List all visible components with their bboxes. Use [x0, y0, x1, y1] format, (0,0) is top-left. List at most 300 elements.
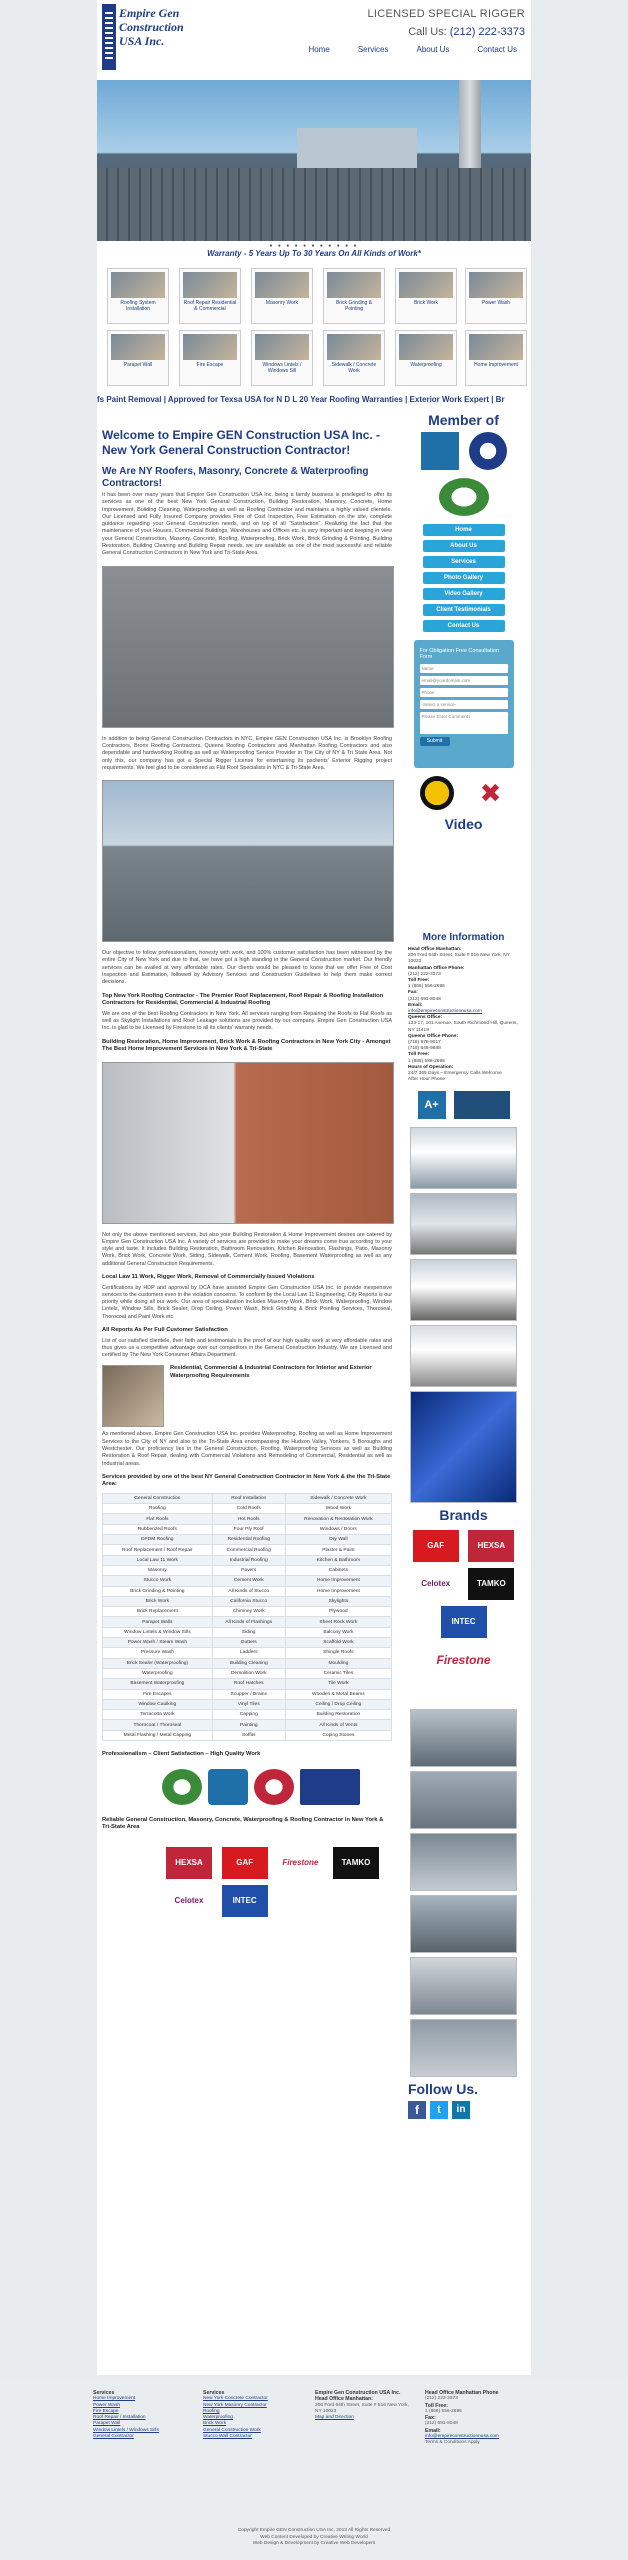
- table-row: [103, 1710, 392, 1720]
- clientele-paragraph: List of our satisfied clientele, their faith and testimonials is the proof of our high quality work at very affordable rates and thus gives us a competitive advantage over our competitors in the General Construction Industry. We are Licensed and certified by The New York Consumer Affairs Department.: [102, 1337, 392, 1359]
- service-tile-label: Brick Work: [413, 300, 439, 306]
- info-line: (212) 222-3373: [408, 971, 441, 977]
- service-tile-image: [111, 272, 165, 298]
- building-restoration-heading: Building Restoration, Home Improvement, Brick Work & Roofing Contractors in New York City - Amongst The Best Home Improvement Services in New York & Tri-State: [102, 1038, 391, 1053]
- table-cell: Home Improvement: [285, 1576, 391, 1586]
- hero-building-image: [297, 128, 417, 172]
- contractors-paragraph: In addition to being General Construction Contractors in NYC, Empire GEN Construction USA Inc. is Brooklyn Roofing Contractors, Bronx Roofing Contractors, Queens Roofing Contractors and Manhattan Roofing Contractors and also dependable and hardworking Roofing as well as Waterproofing Service Provider in The City of NY & Tri State Area. Not only this, our company has got a Special Rigger License for entertaining its psclients' Exterior Rigging project requirements. We feel glad to be considered as Flat Roof Specialists in NYC & Tri-State Area.: [102, 735, 392, 771]
- site-header: [97, 0, 531, 76]
- brick-worker-photo: [102, 1062, 394, 1224]
- twitter-icon[interactable]: t: [430, 2101, 448, 2119]
- blueprint-photo[interactable]: [410, 1391, 517, 1503]
- service-tile-label: Masonry Work: [265, 300, 299, 306]
- table-cell: Siding: [212, 1627, 285, 1637]
- service-tile-label: Brick Grinding & Pointing: [335, 300, 373, 312]
- table-cell: Rubberized Roofs: [103, 1524, 213, 1534]
- table-cell: Brick Work: [103, 1596, 213, 1606]
- info-line: Head Office Manhattan:: [408, 947, 462, 952]
- table-cell: Roof Installation: [212, 1493, 285, 1503]
- copyright: [0, 2528, 628, 2548]
- site-footer: [0, 2378, 628, 2560]
- service-tile-image: [469, 334, 523, 360]
- company-logo[interactable]: [102, 4, 184, 70]
- table-row: [103, 1596, 392, 1606]
- service-tile[interactable]: [251, 330, 313, 386]
- services-paragraph: Not only the above mentioned services, but also your Building Restoration & Home Improvement desires are catered by Empire Gen Construction USA Inc. A variety of services are provided to make your dreams come true according to your style and taste. It includes Building Restoration, Bathroom Renovation, Kitchen Renovation, Flashings, Patio, Masonry Work, Brick Work, Concrete Work, Siding, Sidewalk, Cement Work, Roofing, Basement Waterproofing as well as any additional General Construction Requirements.: [102, 1231, 392, 1267]
- brand-logo: TAMKO: [468, 1568, 514, 1600]
- table-cell: Cabinets: [285, 1565, 391, 1575]
- gallery-photo[interactable]: [410, 1833, 517, 1891]
- table-row: [103, 1493, 392, 1503]
- marquee-ticker[interactable]: fs Paint Removal | Approved for Texsa USA for N D L 20 Year Roofing Warranties | Exterior Work Expert | Br: [97, 395, 505, 404]
- brand-logo: Firestone: [436, 1653, 491, 1668]
- email-input[interactable]: email@yourdomain.com: [420, 676, 508, 685]
- services-table-heading: Services provided by one of the best NY General Construction Contractor in New York & the the Tri-State Area:: [102, 1473, 391, 1488]
- table-row: [103, 1730, 392, 1740]
- service-tile-image: [327, 334, 381, 360]
- table-cell: All Kinds of Stucco: [212, 1586, 285, 1596]
- facebook-icon[interactable]: f: [408, 2101, 426, 2119]
- gallery-photo[interactable]: [410, 2019, 517, 2077]
- table-cell: Renovation & Restoration Work: [285, 1514, 391, 1524]
- sidebar-contact-button[interactable]: Contact Us: [423, 620, 505, 632]
- gallery-photo[interactable]: [410, 1957, 517, 2015]
- brand-logo: Firestone: [282, 1857, 319, 1867]
- license-text: LICENSED SPECIAL RIGGER: [367, 8, 525, 20]
- design-credit[interactable]: Web Design & Development by Creative Web Developers: [252, 2541, 376, 2546]
- table-cell: Cold Roofs: [212, 1504, 285, 1514]
- footer-link[interactable]: Brick Work: [203, 2421, 227, 2427]
- footer-link[interactable]: Waterproofing: [203, 2415, 233, 2421]
- footer-text: 206 Ford 64th Street, Suite # 516 New York, NY 10023: [315, 2402, 409, 2414]
- footer-text: 1 (866) 556-2696: [425, 2408, 462, 2414]
- table-row: [103, 1586, 392, 1596]
- phone-input[interactable]: Phone: [420, 688, 508, 697]
- footer-phone-col: [425, 2390, 499, 2447]
- table-cell: All Kinds of Vents: [285, 1720, 391, 1730]
- award-icons: [402, 776, 525, 810]
- service-tile-image: [327, 272, 381, 298]
- service-tile-image: [183, 334, 237, 360]
- table-cell: Brick Grinding & Pointing: [103, 1586, 213, 1596]
- call-label: Call Us:: [408, 26, 447, 38]
- footer-text: (212) 691-8048: [425, 2421, 458, 2427]
- table-cell: Fire Escapes: [103, 1689, 213, 1699]
- social-icons: [408, 2101, 525, 2119]
- service-tile-image: [183, 272, 237, 298]
- footer-col-title: Services: [93, 2390, 115, 2396]
- green-seal-badge-icon: [162, 1769, 202, 1805]
- info-line: 133-17, 101 Avenue, South Richmond Hill, Queens, NY 11419: [408, 1021, 518, 1033]
- info-line: 206 Ford 64th Street, Suite # 516 New York, NY 10023: [408, 953, 510, 965]
- gallery-photo[interactable]: [410, 1709, 517, 1767]
- info-line: (212) 691-8048: [408, 996, 441, 1002]
- service-tile-image: [111, 334, 165, 360]
- sidebar-photo-gallery-button[interactable]: Photo Gallery: [423, 572, 505, 584]
- table-cell: Building Cleaning: [212, 1658, 285, 1668]
- membership-badges: [162, 1769, 392, 1809]
- service-tile-label: Fire Escape: [196, 362, 224, 368]
- sidebar-about-button[interactable]: About Us: [423, 540, 505, 552]
- service-tile[interactable]: [465, 330, 527, 386]
- table-cell: Sidewalk / Concrete Work: [285, 1493, 391, 1503]
- table-cell: Window Caulking: [103, 1699, 213, 1709]
- table-row: [103, 1535, 392, 1545]
- service-select[interactable]: -Select a service-: [420, 700, 508, 709]
- table-cell: Ladders: [212, 1648, 285, 1658]
- footer-link[interactable]: General Contractor: [93, 2434, 134, 2440]
- service-tile-label: Windows Lintels / Windows Sill: [262, 362, 302, 374]
- info-line: Manhattan Office Phone:: [408, 965, 465, 971]
- footer-text: (212) 222-3373: [425, 2396, 458, 2402]
- table-cell: Dry Wall: [285, 1535, 391, 1545]
- table-cell: Metal Flashing / Metal Capping: [103, 1730, 213, 1740]
- table-cell: All Kinds of Flashings: [212, 1617, 285, 1627]
- sidebar-services-button[interactable]: Services: [423, 556, 505, 568]
- page-title: Welcome to Empire GEN Construction USA Inc. - New York General Construction Contractor!: [102, 428, 381, 457]
- table-cell: Brick Sealer (Waterproofing): [103, 1658, 213, 1668]
- table-cell: Four Ply Roof: [212, 1524, 285, 1534]
- consultation-form: [414, 640, 514, 768]
- footer-text: Email:: [425, 2427, 441, 2434]
- bbb-logo-icon: [421, 432, 459, 470]
- table-cell: Vinyl Tiles: [212, 1699, 285, 1709]
- service-tile-label: Power Wash: [481, 300, 511, 306]
- table-cell: Pavers: [212, 1565, 285, 1575]
- table-cell: Stucco Work: [103, 1576, 213, 1586]
- table-cell: Pressure Wash: [103, 1648, 213, 1658]
- member-of-heading: Member of: [428, 412, 499, 428]
- footer-email-link[interactable]: info@empireconstructionnusa.com: [425, 2434, 499, 2440]
- brand-logo: TAMKO: [333, 1847, 379, 1879]
- info-line: Queens Office Phone:: [408, 1033, 459, 1039]
- rooftop-photo: [102, 780, 394, 942]
- table-cell: Skylights: [285, 1596, 391, 1606]
- main-content: [102, 428, 392, 1920]
- bbb-accredited-icon: [454, 1091, 510, 1119]
- table-cell: Chimney Work: [212, 1607, 285, 1617]
- truck-photo[interactable]: [410, 1325, 517, 1387]
- gallery-photo[interactable]: [410, 1895, 517, 1953]
- table-cell: Demolition Work: [212, 1668, 285, 1678]
- service-tile[interactable]: [323, 330, 385, 386]
- table-cell: Hot Roofs: [212, 1514, 285, 1524]
- video-heading[interactable]: Video: [444, 816, 483, 832]
- footer-text: Fax:: [425, 2415, 436, 2422]
- footer-address-col: [315, 2390, 415, 2421]
- warranty-seal-icon: [420, 776, 454, 810]
- service-tile-image: [399, 334, 453, 360]
- table-row: [103, 1679, 392, 1689]
- epa-logo-icon: [439, 478, 489, 516]
- table-cell: Basement Waterproofing: [103, 1679, 213, 1689]
- bbb-badge-icon: [208, 1769, 248, 1805]
- service-tile[interactable]: [251, 268, 313, 324]
- hero-slideshow[interactable]: [97, 80, 531, 241]
- info-line: Toll Free:: [408, 978, 430, 984]
- info-line: Hours of Operation:: [408, 1064, 454, 1070]
- table-cell: Waterproofing: [103, 1668, 213, 1678]
- us-seal-badge-icon: [254, 1769, 294, 1805]
- warranty-text: Warranty - 5 Years Up To 30 Years On All Kinds of Work*: [207, 249, 421, 258]
- truck-photo[interactable]: [410, 1193, 517, 1255]
- table-cell: Roofing: [103, 1504, 213, 1514]
- page-container: [97, 0, 531, 2375]
- nav-about[interactable]: About Us: [416, 45, 450, 54]
- table-cell: Soffits: [212, 1730, 285, 1740]
- tools-icon: ✖: [479, 778, 502, 808]
- table-cell: Masonry: [103, 1565, 213, 1575]
- workers-roof-photo: [102, 566, 394, 728]
- nav-services[interactable]: Services: [357, 45, 389, 54]
- more-info-heading: More Information: [422, 932, 505, 943]
- phone-number[interactable]: (212) 222-3373: [449, 26, 525, 38]
- reliable-heading: Reliable General Construction, Masonry, Concrete, Waterproofing & Roofing Contractor in New York & Tri-State Area: [102, 1816, 384, 1830]
- footer-link[interactable]: Window Lintels / Windows Sills: [93, 2427, 159, 2433]
- slideshow-dots[interactable]: ● ● ● ● ● ● ● ● ● ● ●: [269, 243, 359, 249]
- submit-button[interactable]: Submit: [420, 737, 450, 746]
- table-cell: Local Law 11 Work: [103, 1555, 213, 1565]
- aplus-rating-icon: A+: [418, 1091, 446, 1119]
- sidebar-home-button[interactable]: Home: [423, 524, 505, 536]
- brand-logo: INTEC: [222, 1885, 268, 1917]
- table-cell: Industrial Roofing: [212, 1555, 285, 1565]
- comments-textarea[interactable]: Please Enter Comments: [420, 712, 508, 734]
- footer-link[interactable]: New York Masonry Contractor: [203, 2402, 267, 2408]
- table-cell: Ceramic Tiles: [285, 1668, 391, 1678]
- service-tile-image: [255, 334, 309, 360]
- copyright-text: Copyright Empire GEN Construction USA Inc. 2013 All Rights Reserved: [237, 2528, 391, 2533]
- waterproofing-paragraph: As mentioned above, Empire Gen Construction USA Inc. provides Waterproofing, Roofing as well as Home Improvement Services to the City of NY and also to the Tri-State Area encompassing the Hudson Valley, Yonkers, 5 Boroughs and Westchester. Our proficiency lies in the General Construction, Roofing, Waterproofing Services as well as Building Restoration & Roof Repair, dealing with Commercial Violations and Remodeling of Commercial, Residential as well as Industrial areas.: [102, 1431, 392, 1467]
- table-cell: Building Restoration: [285, 1710, 391, 1720]
- intro-paragraph: It has been over many years that Empire Gen Construction USA Inc. being a family business is privileged to offer its services as one of the best New York General Construction, Building Restoration, Masonry, Concrete, Home Improvement, Building Cleaning, Waterproofing as well as Roofing Contractor and maintains a highly valued clientele. Our Licensed and Fully Insured Company provides Free of Cost Inspection, Free Estimation on the site, complete guidance regarding your General Construction needs, and on top of all "Satisfaction". Realizing the fact that the maintenance of your Houses, Commercial Buildings, Warehouses and Offices etc. is very important and keeping in view your General Construction, Masonry, Concrete, Roofing, Waterproofing, Brick Work, Brick Grinding & Pointing, Building Restoration, Building Cleaning and Building Repair needs, we are available as one of the most successful and reliable General Construction Contractors in New York and Tri-State Area.: [102, 492, 392, 557]
- table-row: [103, 1720, 392, 1730]
- local-law-heading: Local Law 11 Work, Rigger Work, Removal of Commercially Issued Violations: [102, 1274, 315, 1281]
- table-row: [103, 1638, 392, 1648]
- nrca-badge-icon: [300, 1769, 360, 1805]
- table-row: [103, 1524, 392, 1534]
- hero-tower-image: [459, 80, 481, 180]
- service-tile-label: Roofing System Installation: [120, 300, 156, 312]
- service-tile[interactable]: [323, 268, 385, 324]
- info-line: Email:: [408, 1002, 423, 1008]
- table-row: [103, 1576, 392, 1586]
- service-tile[interactable]: [395, 330, 457, 386]
- info-line: Toll Free:: [408, 1052, 430, 1058]
- follow-us-heading: Follow Us.: [408, 2081, 478, 2098]
- brands-heading: Brands: [439, 1507, 488, 1524]
- sidebar: [402, 408, 525, 2119]
- brand-logo: HEXSA: [468, 1530, 514, 1562]
- table-cell: Terracotta Work: [103, 1710, 213, 1720]
- footer-link[interactable]: General Construction Work: [203, 2427, 261, 2433]
- sidebar-video-gallery-button[interactable]: Video Gallery: [423, 588, 505, 600]
- logo-mark-icon: [102, 4, 116, 70]
- footer-link[interactable]: New York Concrete Contractor: [203, 2396, 268, 2402]
- service-tile-label: Parapet Wall: [123, 362, 153, 368]
- service-tile-label: Sidewalk / Concrete Work: [331, 362, 377, 374]
- table-row: [103, 1648, 392, 1658]
- residential-block: [102, 1365, 392, 1427]
- info-line: After Hour Phone: [408, 1077, 446, 1083]
- footer-text: Head Office Manhattan:: [315, 2396, 373, 2403]
- reports-heading: All Reports As Per Full Customer Satisfaction: [102, 1327, 228, 1333]
- table-cell: Wood Work: [285, 1504, 391, 1514]
- service-tile[interactable]: [107, 330, 169, 386]
- table-cell: General Construction: [103, 1493, 213, 1503]
- table-cell: Plaster & Paint: [285, 1545, 391, 1555]
- brand-logo: INTEC: [441, 1606, 487, 1638]
- footer-link[interactable]: Home Improvement: [93, 2396, 136, 2402]
- table-cell: Roof Hatches: [212, 1679, 285, 1689]
- info-line: (718) 978-9017: [408, 1040, 441, 1046]
- table-cell: Plywood: [285, 1607, 391, 1617]
- table-cell: Cement Work: [212, 1576, 285, 1586]
- sidebar-testimonials-button[interactable]: Client Testimonials: [423, 604, 505, 616]
- table-cell: Tile Work: [285, 1679, 391, 1689]
- info-line: 24/7 365 Days – Emergency Calls Welcome: [408, 1071, 502, 1077]
- top-roofing-heading: Top New York Roofing Contractor - The Premier Roof Replacement, Roof Repair & Roofing Installation Contractors for Residential, Commercial & Industrial Roofing: [102, 992, 384, 1007]
- footer-text: Toll Free:: [425, 2402, 448, 2409]
- service-tile-label: Waterproofing: [410, 362, 442, 368]
- table-cell: Home Improvement: [285, 1586, 391, 1596]
- certifications-paragraph: Certifications by HDP and approval by DCA have assisted Empire Gen Construction USA Inc. to provide inexpensive services to the customers even in the violation concerns. To conform by the Local Law 11 Engineering, City Reports is our priority while doing all our work. Our area of specialization includes Masonry Work, Brick Work, Waterproofing, Window Lintels, Window Sills, Brick Sealer, Drop Ceiling, Power Wash, Brick Grinding & Brick Pointing Services, Thoroseal, Thorocoat and Paint Work etc.: [102, 1284, 392, 1320]
- table-cell: Residential Roofing: [212, 1535, 285, 1545]
- footer-col-title: Head Office Manhattan Phone: [425, 2390, 499, 2396]
- table-cell: Balcony Work: [285, 1627, 391, 1637]
- name-input[interactable]: Name: [420, 664, 508, 673]
- info-line: Queens Office:: [408, 1015, 443, 1021]
- table-row: [103, 1658, 392, 1668]
- footer-services-col-1: [93, 2390, 159, 2440]
- hero-roof-image: [97, 168, 531, 241]
- call-us: [408, 26, 525, 38]
- service-tile[interactable]: [179, 268, 241, 324]
- table-row: [103, 1607, 392, 1617]
- table-row: [103, 1555, 392, 1565]
- info-line: Fax:: [408, 990, 418, 996]
- accreditation-badges: [402, 1091, 525, 1119]
- service-tile-image: [399, 272, 453, 298]
- brand-logo: Celotex: [174, 1895, 204, 1905]
- table-cell: Window Lintels & Window Sills: [103, 1627, 213, 1637]
- service-tile[interactable]: [107, 268, 169, 324]
- service-tile[interactable]: [179, 330, 241, 386]
- table-cell: Brick Replacement: [103, 1607, 213, 1617]
- footer-link[interactable]: Fire Escape: [93, 2408, 119, 2414]
- linkedin-icon[interactable]: in: [452, 2101, 470, 2119]
- brand-logo: GAF: [413, 1530, 459, 1562]
- footer-text: Terms & Conditions Apply: [425, 2440, 480, 2446]
- table-cell: Moulding: [285, 1658, 391, 1668]
- table-cell: California Stucco: [212, 1596, 285, 1606]
- professionalism-heading: Professionalism – Client Satisfaction – High Quality Work: [102, 1751, 261, 1757]
- table-row: [103, 1545, 392, 1555]
- table-row: [103, 1504, 392, 1514]
- table-cell: Power Wash / Steam Wash: [103, 1638, 213, 1648]
- footer-col-title: Services: [203, 2390, 225, 2396]
- form-title: For Obligation Free Consultation Form: [419, 648, 499, 660]
- table-cell: Commercial Roofing: [212, 1545, 285, 1555]
- table-cell: Wooden & Metal Beams: [285, 1689, 391, 1699]
- truck-photo[interactable]: [410, 1127, 517, 1189]
- brand-logo: HEXSA: [166, 1847, 212, 1879]
- nav-home[interactable]: Home: [308, 45, 330, 54]
- footer-col-title: Empire Gen Construction USA Inc.: [315, 2390, 401, 2396]
- service-tile[interactable]: [395, 268, 457, 324]
- info-email-link[interactable]: info@empireconstructionnusa.com: [408, 1009, 482, 1015]
- info-line: (718) 848-9888: [408, 1046, 441, 1052]
- table-cell: Shingle Roofs: [285, 1648, 391, 1658]
- table-cell: Coping Stones: [285, 1730, 391, 1740]
- table-row: [103, 1668, 392, 1678]
- info-line: 1 (866) 556-2696: [408, 984, 445, 990]
- sidebar-brand-logos: [402, 1527, 525, 1679]
- service-tile-label: Roof Repair Residential & Commercial: [183, 300, 237, 312]
- truck-photo[interactable]: [410, 1259, 517, 1321]
- table-row: [103, 1699, 392, 1709]
- contact-info: [408, 947, 519, 1083]
- table-cell: Scaffold Work: [285, 1638, 391, 1648]
- service-tile-image: [469, 272, 523, 298]
- gallery-photo[interactable]: [410, 1771, 517, 1829]
- services-table: [102, 1493, 392, 1741]
- table-row: [103, 1565, 392, 1575]
- table-cell: EPDM Roofing: [103, 1535, 213, 1545]
- objective-paragraph: Our objective to follow professionalism, honesty with work, and 100% customer satisfaction has been witnessed by the entire City of New York and due to that, we have got a high standing in the General Construction market. Our friendly services can be availed at very affordable rates. Our clients would be pleased to know that we offer Free of Cost Inspection and Estimation, followed by Advisory Services and Construction Guidelines to help them make correct decisions.: [102, 950, 392, 986]
- table-row: [103, 1627, 392, 1637]
- footer-services-col-2: [203, 2390, 268, 2440]
- table-cell: Sheet Rock Work: [285, 1617, 391, 1627]
- seal-logo-icon: [469, 432, 507, 470]
- footer-link[interactable]: Roof Repair / Installation: [93, 2415, 146, 2421]
- table-cell: Kitchen & Bathroom: [285, 1555, 391, 1565]
- service-tile[interactable]: [465, 268, 527, 324]
- table-row: [103, 1617, 392, 1627]
- table-cell: Painting: [212, 1720, 285, 1730]
- table-cell: Roof Replacement / Roof Repair: [103, 1545, 213, 1555]
- service-tile-label: Home Improvement: [474, 362, 518, 368]
- roofing-paragraph: We are one of the best Roofing Contractors in New York. All services ranging from Repairing the Roofs to Flat Roofs as well as Skylight Installations and Roof Leakage solutions are provided by our company. Empire Gen Construction USA Inc. is glad to be Licensed by Firestone to all its clients' warranty needs.: [102, 1010, 392, 1032]
- footer-link[interactable]: Parapet Wall: [93, 2421, 121, 2427]
- table-cell: Capping: [212, 1710, 285, 1720]
- table-cell: Gutters: [212, 1638, 285, 1648]
- brand-logo: Celotex: [421, 1579, 451, 1589]
- table-cell: Ceiling / Drop Ceiling: [285, 1699, 391, 1709]
- table-cell: Windows / Doors: [285, 1524, 391, 1534]
- content-credit[interactable]: Web Content Developed by Creative Writing World: [260, 2534, 368, 2540]
- table-cell: Thorocoat / Thoroseal: [103, 1720, 213, 1730]
- bottom-brand-logos: [162, 1844, 392, 1920]
- table-cell: Flat Roofs: [103, 1514, 213, 1524]
- table-cell: Scupper / Drains: [212, 1689, 285, 1699]
- residential-heading: Residential, Commercial & Industrial Contractors for Interior and Exterior Waterproofing Requirements: [170, 1365, 372, 1379]
- page-subtitle: We Are NY Roofers, Masonry, Concrete & Waterproofing Contractors!: [102, 466, 369, 489]
- service-tile-image: [255, 272, 309, 298]
- brand-logo: GAF: [222, 1847, 268, 1879]
- logo-text: Empire Gen Construction USA Inc.: [119, 6, 184, 48]
- footer-link[interactable]: Stucco Wall Contractor: [203, 2434, 252, 2440]
- map-direction-link[interactable]: Map and Direction: [315, 2415, 354, 2421]
- nav-contact[interactable]: Contact Us: [477, 45, 517, 54]
- member-logos: [402, 432, 525, 470]
- footer-link[interactable]: Roofing: [203, 2408, 220, 2414]
- info-line: 1 (888) 588-2696: [408, 1058, 445, 1064]
- waterproofing-photo: [102, 1365, 164, 1427]
- footer-link[interactable]: Power Wash: [93, 2402, 121, 2408]
- table-row: [103, 1689, 392, 1699]
- table-row: [103, 1514, 392, 1524]
